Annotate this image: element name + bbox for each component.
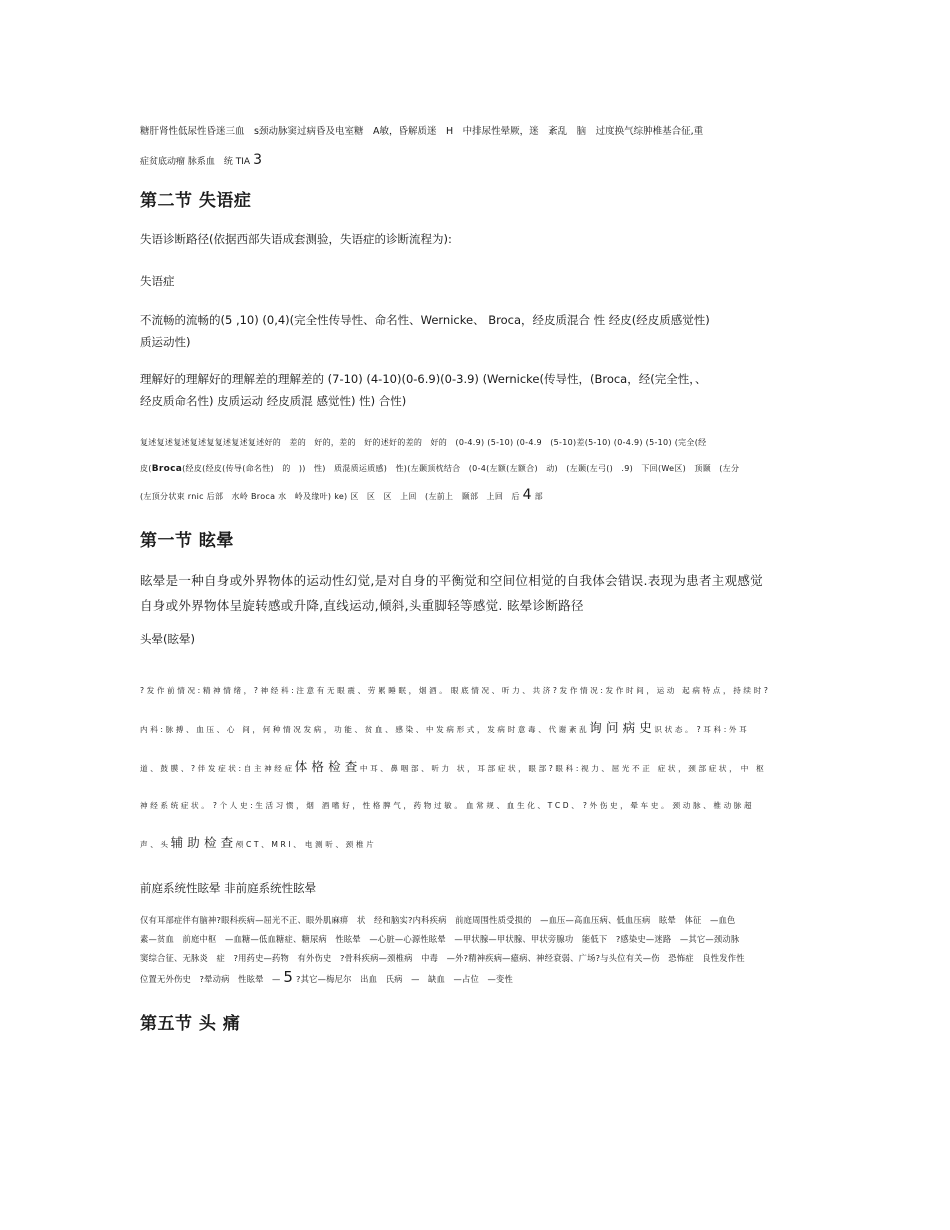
section-top-line-2-text: 症贫底动瘤 脉系血 统 TIA: [140, 157, 251, 167]
aphasia-fluency-line-1: 不流畅的流畅的(5 ,10) (0,4)(完全性传导性、命名性、Wernicke、 Broca，经皮质混合 性 经皮(经皮质感觉性): [140, 313, 710, 327]
aphasia-repetition-line-3-text: (左顶分状束 rnic 后部 水岭 Broca 水 岭及缘叶) ke) 区 区 区 上回 (左前上 颞部 上回 后: [140, 492, 520, 501]
vertigo-path-row-5-pre: 声 、 头: [140, 840, 169, 849]
aphasia-repetition-line-3: [140, 482, 812, 510]
heading-headache: 第五节 头 痛: [140, 1014, 241, 1034]
vertigo-detail-line-1: 仅有耳部症伴有脑神?眼科疾病—屈光不正、眼外肌麻痹 状 经和脑实?内科疾病 前庭周围性质受损的 —血压—高血压病、低血压病 眩晕 体征 —血色: [140, 915, 736, 925]
aphasia-fluency-line-2: 质运动性): [140, 335, 191, 349]
aphasia-comprehension-line-2: 经皮质命名性) 皮质运动 经皮质混 感觉性) 性) 合性): [140, 394, 407, 408]
aphasia-repetition-line-3-tail: 部: [534, 492, 543, 501]
vertigo-path-row-5: [140, 824, 812, 863]
vertigo-path-row-4: 神 经 系 统 症 状 。 ? 个 人 史 : 生 活 习 惯 ， 烟 酒 嗜 好 ， 性 格 脾 气 ， 药 物 过 敏 。 血 常 规 、 血 生 化 、 T C D 、 ? 外 伤 史 ， 晕 车 史 。 颈 动 脉 、 椎 动 脉 超: [140, 801, 752, 810]
aphasia-fluency: [140, 309, 812, 353]
page-number-5: 5: [283, 968, 294, 986]
vertigo-path-row-2: [140, 709, 812, 748]
page-number-4: 4: [522, 487, 532, 503]
vertigo-path-row-3-post: 中 耳 、 鼻 咽 部 、 听 力 状 ， 耳 部 症 状 ， 眼 部 ? 眼 科 : 视 力 、 屈 光 不 正 症 状 ， 颈 部 症 状 ， 中 枢: [359, 764, 764, 773]
heading-vertigo: 第一节 眩晕: [140, 531, 234, 551]
vertigo-detail-line-2: 素—贫血 前庭中枢 —血糖—低血糖症、糖尿病 性眩晕 —心脏—心源性眩晕 —甲状腺—甲状腺、甲状旁腺功 能低下 ?感染史—迷路 —其它—颈动脉: [140, 934, 740, 944]
aphasia-comprehension-line-1: 理解好的理解好的理解差的理解差的 (7-10) (4-10)(0-6.9)(0-3.9) (Wernicke(传导性，(Broca，经(完全性，、: [140, 372, 707, 386]
vertigo-diagnosis-path: [140, 672, 812, 863]
section-top-text: [140, 118, 812, 176]
history-taking-label: 询 问 病 史: [589, 720, 652, 735]
vertigo-definition: [140, 568, 812, 618]
vertigo-label: 头晕(眩晕): [140, 632, 195, 646]
aphasia-section: [140, 228, 812, 412]
vertigo-detail-line-4-pre: 位置无外伤史 ?晕动病 性眩晕 —: [140, 974, 281, 984]
vertigo-path-row-3: [140, 748, 812, 787]
section-top-line-1: 糖肝肾性低尿性昏迷三血 s颈动脉窦过病昏及电室糖 A敏，昏解质迷 H 中排尿性晕厥，迷 紊乱 脑 过度换气综肿椎基合征,重: [140, 126, 704, 137]
vertigo-detail-line-4: [140, 968, 812, 989]
aphasia-intro: 失语诊断路径(依据西部失语成套测验，失语症的诊断流程为):: [140, 232, 452, 246]
aphasia-repetition-line-2: [140, 456, 812, 482]
vertigo-definition-line-1: 眩晕是一种自身或外界物体的运动性幻觉,是对自身的平衡觉和空间位相觉的自我体会错误.表现为患者主观感觉: [140, 573, 763, 588]
vertigo-path-row-5-post: 颅 C T 、 M R I 、 电 测 听 、 颈 椎 片: [235, 840, 374, 849]
aphasia-repetition-line-2-post: (经皮(经皮(传导(命名性) 的 )) 性) 质混质运质感) 性)(左颞顶枕结合 (0-4(左额(左额合) 动) (左颞(左弓() .9) 下回(We区) 顶颞 (左分: [182, 464, 740, 473]
aphasia-repetition-block: [140, 430, 812, 510]
vertigo-path-row-3-pre: 道 、 鼓 膜 、 ? 伴 发 症 状 : 自 主 神 经 症: [140, 764, 293, 773]
section-top-line-2: [140, 146, 812, 176]
auxiliary-exam-label: 辅 助 检 查: [170, 835, 234, 850]
vertigo-definition-line-2: 自身或外界物体呈旋转感或升降,直线运动,倾斜,头重脚轻等感觉. 眩晕诊断路径: [140, 598, 584, 613]
vertigo-detail-line-4-post: ?其它—梅尼尔 出血 氏病 — 缺血 —占位 —变性: [296, 974, 514, 984]
heading-aphasia: 第二节 失语症: [140, 191, 252, 211]
page-content: [140, 118, 812, 1037]
vertigo-classification: 前庭系统性眩晕 非前庭系统性眩晕: [140, 881, 317, 895]
vertigo-detail-block: [140, 911, 812, 989]
vertigo-path-row-2-post: 识 状 态 。 ? 耳 科 : 外 耳: [654, 725, 747, 734]
vertigo-detail-line-3: 窦综合征、无脉炎 症 ?用药史—药物 有外伤史 ?骨科疾病—颈椎病 中毒 —外?精神疾病—癔病、神经衰弱、广场?与头位有关—伤 恐怖症 良性发作性: [140, 953, 745, 963]
page-number-3: 3: [253, 152, 262, 168]
aphasia-comprehension: [140, 368, 812, 412]
physical-exam-label: 体 格 检 查: [294, 759, 358, 774]
aphasia-repetition-line-2-bold: Broca: [151, 464, 183, 474]
aphasia-label: 失语症: [140, 274, 175, 288]
aphasia-repetition-line-2-pre: 皮(: [140, 464, 152, 473]
vertigo-path-row-1: ? 发 作 前 情 况 : 精 神 情 绪 ， ? 神 经 科 : 注 意 有 无 眼 震 、 劳 累 睡 眠 ， 烟 酒 。 眼 底 情 况 、 听 力 、 共 济 ? 发 作 情 况 : 发 作 时 间 ， 运 动 起 病 特 点 ， 持 续 时 ?: [140, 686, 768, 695]
vertigo-path-row-2-pre: 内 科 : 脉 搏 、 血 压 、 心 间 ， 何 种 情 况 发 病 ， 功 能 、 贫 血 、 感 染 、 中 发 病 形 式 ， 发 病 时 意 毒 、 代 谢 紊 乱: [140, 725, 587, 734]
aphasia-repetition-line-1: 复述复述复述复述复复述复述复述好的 差的 好的，差的 好的述好的差的 好的 (0-4.9) (5-10) (0-4.9 (5-10)差(5-10) (0-4.9) (5-10) (完全(经: [140, 438, 707, 447]
